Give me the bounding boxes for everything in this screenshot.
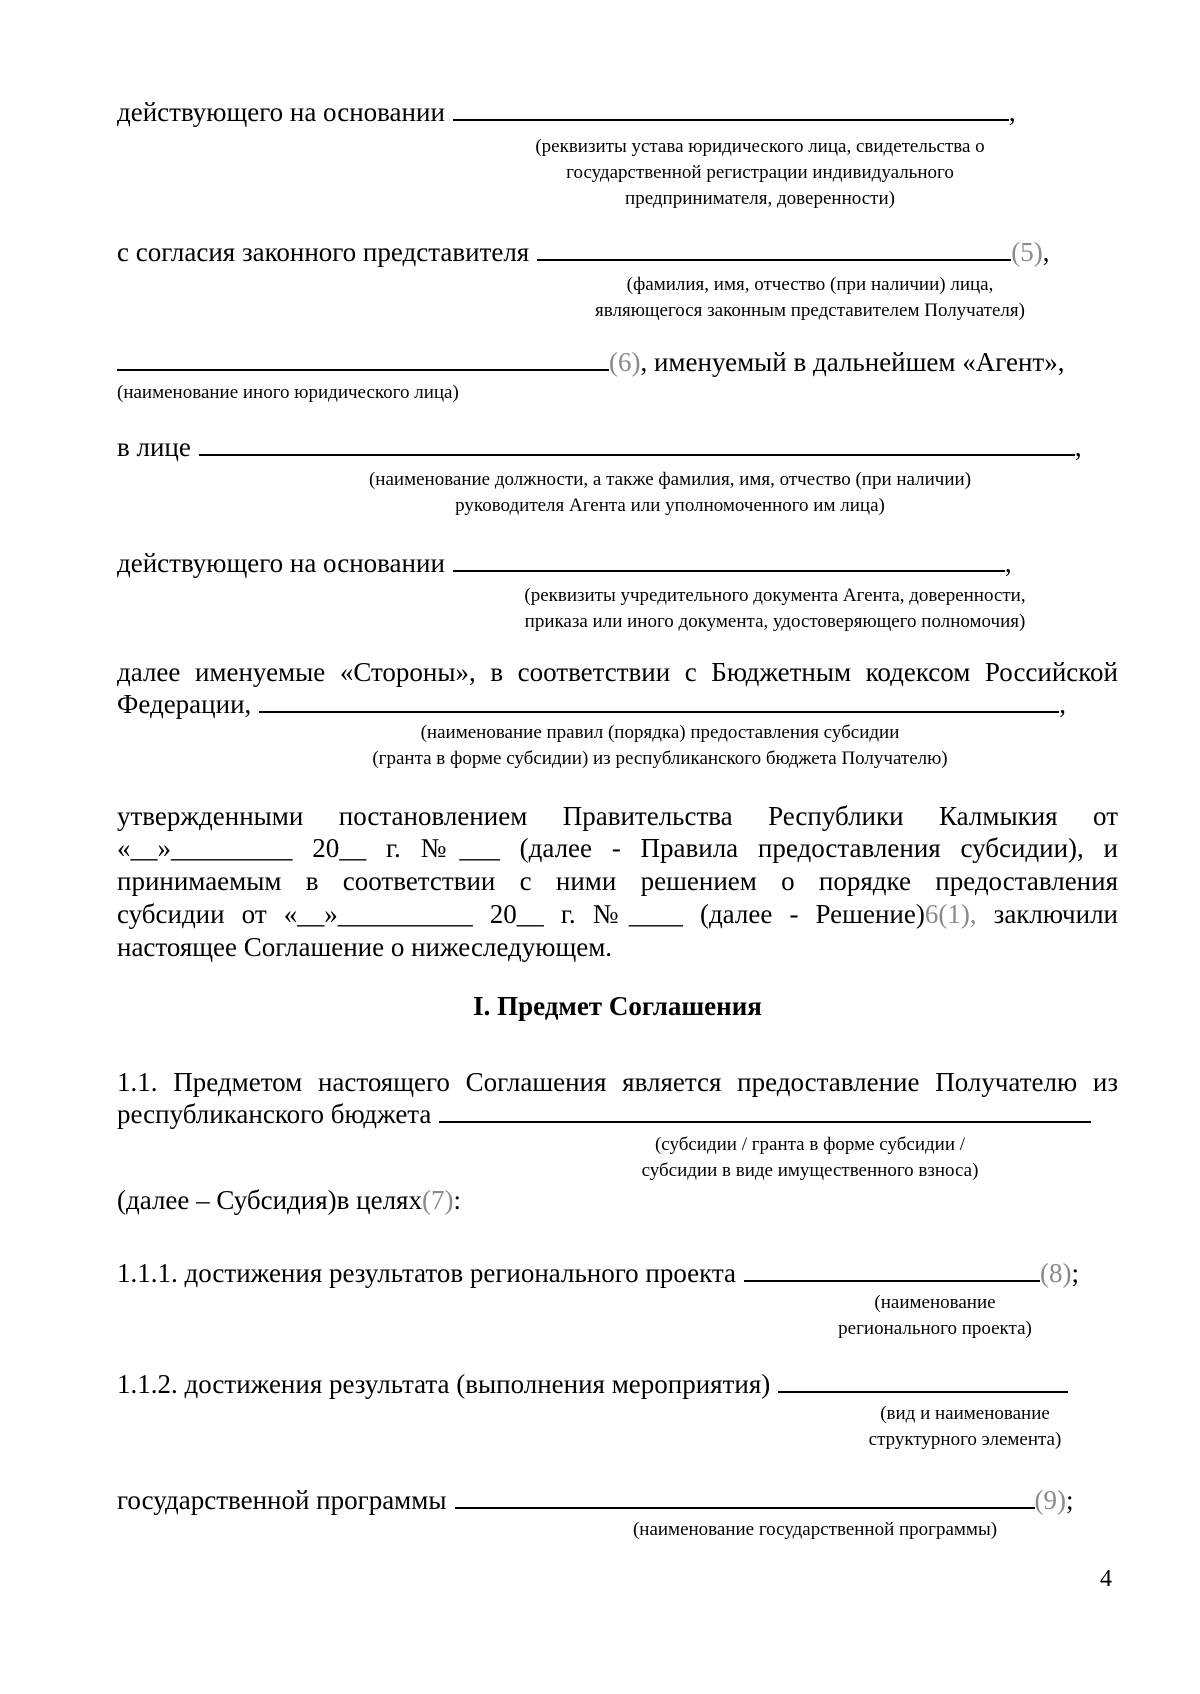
consent-label: с согласия законного представителя bbox=[117, 237, 530, 267]
person-line: в лице , bbox=[117, 432, 1082, 462]
structural-element-blank[interactable] bbox=[778, 1369, 1068, 1393]
clause-1-1-line-3: (далее – Субсидия)в целях(7): bbox=[117, 1185, 461, 1215]
footnote-ref-7: (7) bbox=[421, 1185, 454, 1215]
consent-note: (фамилия, имя, отчество (при наличии) лица, являющегося законным представителем Получателя) bbox=[595, 274, 1025, 321]
clause-1-1-2: 1.1.2. достижения результата (выполнения мероприятия) bbox=[117, 1368, 1118, 1400]
section-heading: I. Предмет Соглашения bbox=[473, 991, 762, 1021]
agent-blank[interactable] bbox=[117, 347, 609, 371]
basis-line: действующего на основании , bbox=[117, 97, 1016, 127]
footnote-ref-9: (9) bbox=[1034, 1485, 1066, 1515]
consent-blank[interactable] bbox=[537, 237, 1011, 261]
state-program-blank[interactable] bbox=[455, 1485, 1035, 1509]
approved-line-1: утвержденными постановлением Правительства Республики Калмыкия от bbox=[117, 801, 1118, 831]
footnote-ref-6-1: 6(1), bbox=[924, 899, 977, 929]
parties-line-2: Федерации, , bbox=[117, 689, 1067, 719]
approved-line-4: субсидии от «__»__________ 20__ г. №____ (далее - Решение)6(1), заключили bbox=[117, 899, 1118, 929]
state-program-line: государственной программы (9); bbox=[117, 1485, 1074, 1515]
person-label: в лице bbox=[117, 432, 191, 462]
consent-line: с согласия законного представителя (5), bbox=[117, 237, 1050, 267]
basis-blank[interactable] bbox=[453, 97, 1009, 121]
clause-1-1-1: 1.1.1. достижения результатов регионального проекта (8); bbox=[117, 1258, 1080, 1288]
basis-note: (реквизиты устава юридического лица, свидетельства о государственной регистрации индивидуального предпринимателя, доверенности) bbox=[535, 136, 985, 209]
state-program-note: (наименование государственной программы) bbox=[632, 1519, 998, 1540]
regional-project-blank[interactable] bbox=[744, 1258, 1040, 1282]
parties-line-1: далее именуемые «Стороны», в соответствии с Бюджетным кодексом Российской bbox=[117, 657, 1118, 687]
agent-label: , именуемый в дальнейшем «Агент», bbox=[640, 347, 1065, 377]
approved-line-3: принимаемым в соответствии с ними решением о порядке предоставления bbox=[117, 866, 1118, 896]
agent-basis-line: действующего на основании , bbox=[117, 548, 1012, 578]
subsidy-type-note: (субсидии / гранта в форме субсидии / субсидии в виде имущественного взноса) bbox=[641, 1134, 979, 1181]
person-blank[interactable] bbox=[199, 432, 1075, 456]
page-number: 4 bbox=[1100, 1566, 1112, 1592]
approved-line-5: настоящее Соглашение о нижеследующем. bbox=[117, 932, 613, 962]
agent-line bbox=[117, 346, 1118, 378]
clause-1-1-line-2: республиканского бюджета bbox=[117, 1098, 1118, 1130]
regional-project-note: (наименование регионального проекта) bbox=[838, 1292, 1032, 1339]
clause-1-1-line-1: 1.1. Предметом настоящего Соглашения является предоставление Получателю из bbox=[117, 1067, 1118, 1097]
person-note: (наименование должности, а также фамилия, имя, отчество (при наличии) руководителя Агента или уполномоченного им лица) bbox=[368, 469, 972, 516]
footnote-ref-6: (6) bbox=[609, 347, 641, 377]
agent-basis-blank[interactable] bbox=[453, 548, 1005, 572]
structural-element-note: (вид и наименование структурного элемента) bbox=[868, 1403, 1062, 1450]
agent-basis-note: (реквизиты учредительного документа Агента, доверенности, приказа или иного документа, удостоверяющего полномочия) bbox=[524, 585, 1026, 632]
approved-line-2: «__»_________ 20__ г. №___ (далее - Правила предоставления субсидии), и bbox=[117, 833, 1118, 863]
rules-blank[interactable] bbox=[259, 689, 1059, 713]
agent-note: (наименование иного юридического лица) bbox=[117, 382, 459, 403]
basis-label: действующего на основании bbox=[117, 97, 445, 127]
footnote-ref-8: (8) bbox=[1040, 1258, 1072, 1288]
subsidy-type-blank[interactable] bbox=[439, 1099, 1091, 1123]
agent-basis-label: действующего на основании bbox=[117, 548, 445, 578]
footnote-ref-5: (5) bbox=[1011, 237, 1043, 267]
rules-note: (наименование правил (порядка) предоставления субсидии (гранта в форме субсидии) из республиканского бюджета Получателю) bbox=[372, 722, 948, 769]
